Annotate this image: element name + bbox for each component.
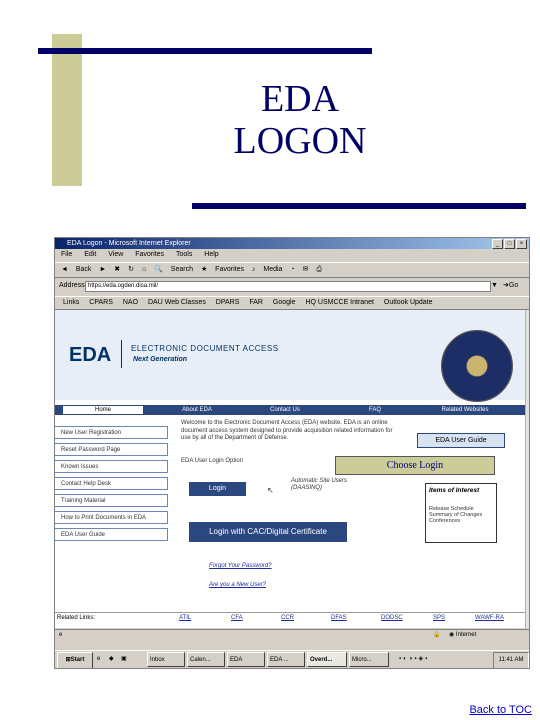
link-item[interactable]: DAU Web Classes [147, 299, 206, 306]
related-link[interactable]: SPS [433, 615, 446, 621]
search-button[interactable]: 🔍 Search [154, 266, 193, 273]
close-icon[interactable]: × [516, 239, 527, 249]
forgot-password-link[interactable]: Forgot Your Password? [209, 563, 272, 569]
page-done-icon: e [59, 632, 63, 638]
login-button[interactable]: Login [189, 482, 246, 496]
left-menu [55, 426, 170, 544]
dod-seal-logo [441, 330, 513, 402]
task-button[interactable]: EDA [227, 652, 265, 667]
go-button[interactable]: ➜Go [503, 282, 519, 289]
eda-generation: Next Generation [133, 356, 188, 363]
vertical-scrollbar[interactable] [525, 310, 530, 628]
maximize-icon[interactable]: □ [504, 239, 515, 249]
menu-tools[interactable]: Tools [176, 251, 193, 258]
browser-window [54, 237, 530, 669]
links-bar [55, 296, 529, 310]
tray-icons: ▪◐◑▪◈▪ [399, 656, 430, 662]
standard-toolbar [55, 262, 529, 278]
task-button-active[interactable]: Overd... [307, 652, 347, 667]
menu-bar [55, 250, 529, 260]
zone-label: Internet [455, 632, 477, 638]
decor-bar-left-vertical [52, 34, 82, 186]
address-dropdown-icon[interactable]: ▼ [491, 282, 498, 289]
system-clock: 11:41 AM [493, 652, 529, 669]
back-label: Back [75, 266, 92, 273]
task-button[interactable]: Inbox [147, 652, 185, 667]
address-label: Address [59, 282, 85, 289]
menu-contact-help-desk[interactable]: Contact Help Desk [55, 477, 168, 490]
related-link[interactable]: CFA [231, 615, 243, 621]
menu-edit[interactable]: Edit [84, 251, 97, 258]
mouse-cursor-icon: ↖ [267, 486, 274, 495]
new-user-link[interactable]: Are you a New User? [209, 582, 267, 588]
decor-bar-bottom [192, 203, 526, 209]
status-bar [55, 629, 529, 640]
print-icon[interactable]: ⎙ [316, 266, 323, 273]
related-link[interactable]: DODSC [381, 615, 403, 621]
window-titlebar [55, 238, 529, 249]
menu-known-issues[interactable]: Known Issues [55, 460, 168, 473]
go-label: Go [508, 282, 519, 289]
address-bar [55, 279, 529, 293]
menu-file[interactable]: File [61, 251, 73, 258]
favorites-button[interactable]: ★ Favorites [200, 266, 244, 273]
links-label: Links [63, 299, 80, 306]
history-icon[interactable]: ◔ [290, 266, 295, 273]
link-item[interactable]: HQ USMCCE Intranet [305, 299, 374, 306]
menu-help[interactable]: Help [204, 251, 219, 258]
address-input[interactable]: https://eda.ogden.disa.mil/ [85, 281, 491, 292]
lock-icon: 🔒 [433, 632, 441, 638]
menu-reset-password[interactable]: Reset Password Page [55, 443, 168, 456]
link-item[interactable]: DPARS [215, 299, 240, 306]
start-button[interactable]: ⊞Start [57, 652, 93, 669]
back-to-toc-link[interactable]: Back to TOC [469, 704, 532, 716]
interest-links[interactable]: Release Schedule Summary of Changes Conferences [429, 506, 483, 524]
eda-logo: EDA [69, 344, 112, 366]
welcome-text: Welcome to the Electronic Document Access (EDA) website. EDA is an online document access system designed to provide acquisition related information for use by all of the Department of Defense. [181, 420, 393, 441]
slide-title [180, 78, 420, 162]
menu-favorites[interactable]: Favorites [135, 251, 165, 258]
login-option-label: EDA User Login Option [181, 458, 244, 464]
task-button[interactable]: EDA ... [267, 652, 305, 667]
internet-zone: ◉ Internet [449, 632, 477, 638]
menu-new-user-registration[interactable]: New User Registration [55, 426, 168, 439]
forward-icon[interactable]: ► [99, 266, 107, 273]
task-button[interactable]: Micro... [349, 652, 389, 667]
related-label: Related Links: [57, 615, 96, 621]
tab-contact[interactable]: Contact Us [270, 407, 300, 413]
related-links-bar [55, 612, 525, 623]
link-item[interactable]: NAO [122, 299, 139, 306]
menu-user-guide[interactable]: EDA User Guide [55, 528, 168, 541]
favorites-label: Favorites [215, 266, 244, 273]
window-title: EDA Logon - Microsoft Internet Explorer [67, 240, 191, 247]
media-button[interactable]: ♪ Media [251, 266, 283, 273]
back-button[interactable]: ◄ Back [61, 266, 92, 273]
refresh-icon[interactable]: ↻ [128, 266, 134, 273]
interest-title: Items of Interest [429, 487, 480, 494]
slide-title-line2: LOGON [233, 120, 367, 162]
quicklaunch-outlook-icon[interactable]: ◆ [109, 656, 114, 662]
tab-faq[interactable]: FAQ [368, 407, 381, 413]
windows-taskbar [55, 650, 530, 669]
decor-bar-top [38, 48, 372, 54]
header-divider [121, 340, 122, 368]
media-label: Media [263, 266, 283, 273]
home-icon[interactable]: ⌂ [141, 266, 147, 273]
link-item[interactable]: Google [272, 299, 296, 306]
eda-fullname: ELECTRONIC DOCUMENT ACCESS [131, 344, 279, 353]
menu-how-to-print[interactable]: How to Print Documents in EDA [55, 511, 168, 524]
search-label: Search [170, 266, 193, 273]
web-page [55, 310, 525, 628]
menu-view[interactable]: View [108, 251, 124, 258]
slide-title-line1: EDA [260, 78, 340, 120]
link-item[interactable]: FAR [249, 299, 263, 306]
related-link[interactable]: WAWF-RA [475, 615, 504, 621]
related-link[interactable]: ATIL [179, 615, 192, 621]
related-link[interactable]: CCR [281, 615, 294, 621]
mail-icon[interactable]: ✉ [302, 266, 309, 273]
related-link[interactable]: DFAS [331, 615, 347, 621]
stop-icon[interactable]: ✖ [114, 266, 121, 273]
cac-login-button[interactable]: Login with CAC/Digital Certificate [189, 522, 347, 542]
quicklaunch-ie-icon[interactable]: e [97, 656, 101, 662]
link-item[interactable]: CPARS [89, 299, 113, 306]
quicklaunch-desktop-icon[interactable]: ▣ [121, 656, 127, 662]
link-item[interactable]: Outlook Update [383, 299, 433, 306]
minimize-icon[interactable]: _ [492, 239, 503, 249]
choose-login-callout: Choose Login [335, 456, 495, 475]
menu-training-material[interactable]: Training Material [55, 494, 168, 507]
task-button[interactable]: Calen... [187, 652, 225, 667]
user-guide-button[interactable]: EDA User Guide [417, 433, 505, 448]
automatic-site-users-text: Automatic Site Users (DAASINQ) [291, 478, 348, 491]
tab-related-websites[interactable]: Related Websites [441, 407, 489, 413]
tab-about[interactable]: About EDA [182, 407, 212, 413]
tab-home[interactable]: Home [63, 406, 143, 414]
start-label: Start [70, 657, 85, 663]
